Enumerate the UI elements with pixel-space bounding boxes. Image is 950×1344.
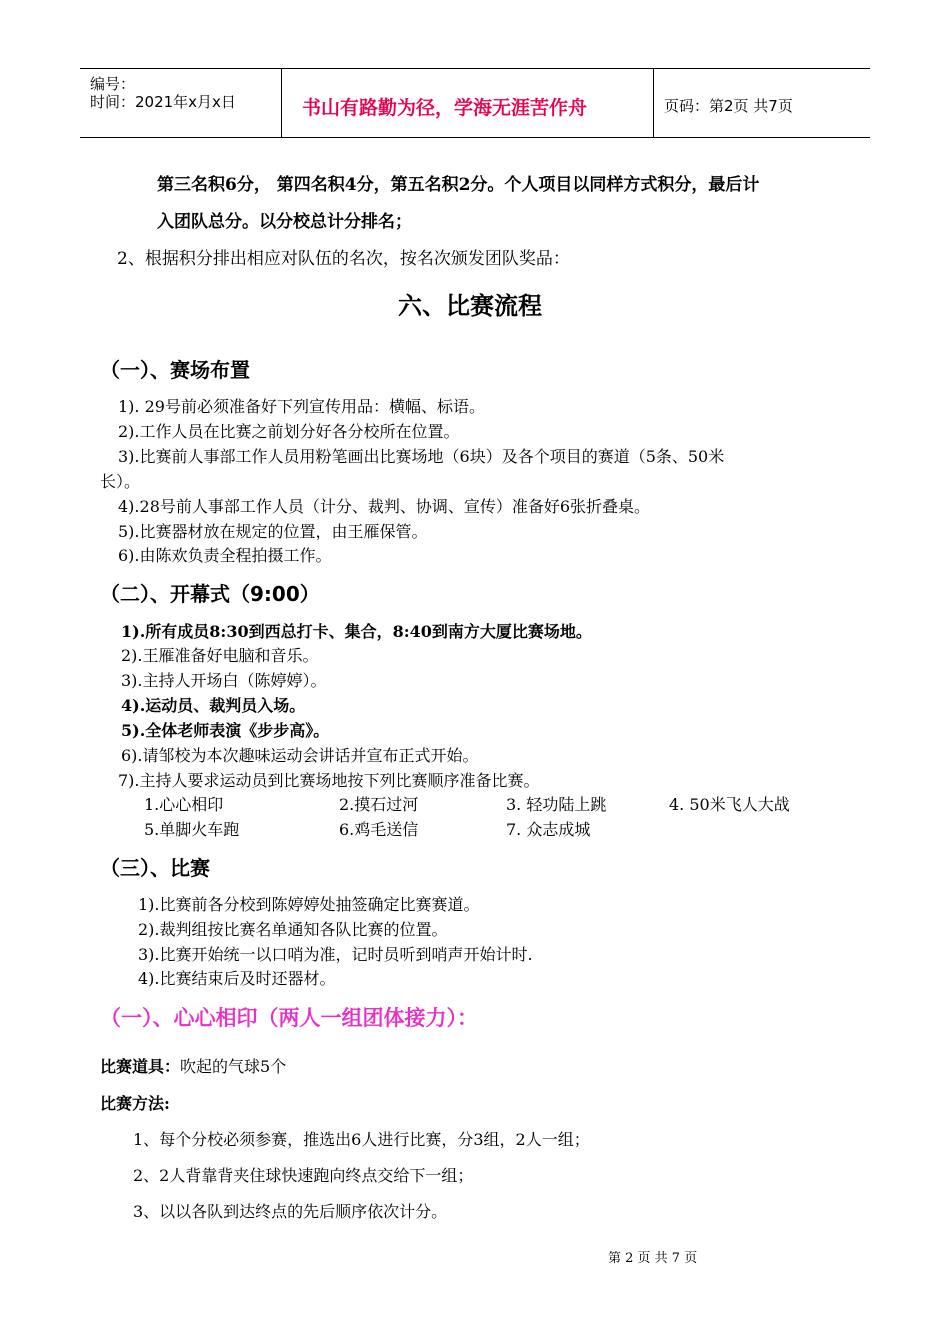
match-item: 2).裁判组按比赛名单通知各队比赛的位置。	[138, 920, 448, 939]
venue-item: 1). 29号前必须准备好下列宣传用品：横幅、标语。	[118, 397, 485, 416]
venue-heading: （一）、赛场布置	[100, 358, 250, 382]
venue-item: 3).比赛前人事部工作人员用粉笔画出比赛场地（6块）及各个项目的赛道（5条、50米	[118, 447, 725, 466]
opening-item: 4).运动员、裁判员入场。	[121, 696, 306, 715]
method-label: 比赛方法:	[100, 1094, 170, 1113]
method-step: 2、2人背靠背夹住球快速跑向终点交给下一组；	[133, 1166, 474, 1185]
intro-line-1: 第三名积6分， 第四名积4分，第五名积2分。个人项目以同样方式积分，最后计	[157, 175, 760, 195]
header-number-label: 编号：	[90, 75, 136, 93]
opening-item: 5).全体老师表演《步步高》。	[121, 721, 330, 740]
section-title: 六、比赛流程	[398, 292, 542, 320]
opening-item: 1).所有成员8:30到西总打卡、集合，8:40到南方大厦比赛场地。	[121, 622, 592, 641]
header-divider	[281, 69, 282, 137]
opening-item: 6).请邹校为本次趣味运动会讲话并宣布正式开始。	[121, 746, 479, 765]
venue-item: 6).由陈欢负责全程拍摄工作。	[118, 546, 332, 565]
match-heading: （三）、比赛	[100, 856, 210, 880]
match-item: 1).比赛前各分校到陈婷婷处抽签确定比赛赛道。	[138, 895, 480, 914]
header-divider	[653, 69, 654, 137]
event-list-item: 1.心心相印	[144, 795, 224, 814]
event-list-item: 7. 众志成城	[506, 820, 591, 839]
venue-item: 2).工作人员在比赛之前划分好各分校所在位置。	[118, 422, 460, 441]
header-page-code: 页码：第2页 共7页	[664, 97, 793, 115]
venue-item: 长）。	[100, 472, 141, 491]
header-time-label: 时间：2021年x月x日	[90, 93, 236, 111]
props-label: 比赛道具：	[100, 1057, 181, 1076]
intro-line-3: 2、根据积分排出相应对队伍的名次，按名次颁发团队奖品：	[117, 249, 570, 269]
opening-item: 3).主持人开场白（陈婷婷）。	[121, 671, 327, 690]
venue-item: 5).比赛器材放在规定的位置，由王雁保管。	[118, 522, 428, 541]
event-list-item: 2.摸石过河	[339, 795, 419, 814]
props-value: 吹起的气球5个	[180, 1057, 287, 1076]
event-list-item: 6.鸡毛送信	[339, 820, 419, 839]
method-step: 3、以以各队到达终点的先后顺序依次计分。	[133, 1202, 448, 1221]
event-list-item: 4. 50米飞人大战	[669, 795, 790, 814]
intro-line-2: 入团队总分。以分校总计分排名；	[157, 212, 412, 232]
event1-props	[100, 1054, 286, 1077]
method-step: 1、每个分校必须参赛，推选出6人进行比赛，分3组，2人一组；	[133, 1130, 590, 1149]
match-item: 3).比赛开始统一以口哨为准，记时员听到哨声开始计时.	[138, 945, 533, 964]
match-item: 4).比赛结束后及时还器材。	[138, 969, 336, 988]
opening-heading: （二）、开幕式（9:00）	[100, 582, 320, 606]
page-footer: 第 2 页 共 7 页	[608, 1251, 698, 1266]
event-list-item: 5.单脚火车跑	[144, 820, 240, 839]
opening-item: 7).主持人要求运动员到比赛场地按下列比赛顺序准备比赛。	[118, 771, 540, 790]
opening-item: 2).王雁准备好电脑和音乐。	[121, 646, 319, 665]
page-header	[80, 68, 870, 138]
event1-heading: （一）、心心相印（两人一组团体接力）：	[100, 1006, 478, 1030]
header-motto: 书山有路勤为径，学海无涯苦作舟	[302, 97, 588, 119]
venue-item: 4).28号前人事部工作人员（计分、裁判、协调、宣传）准备好6张折叠桌。	[118, 497, 651, 516]
event-list-item: 3. 轻功陆上跳	[506, 795, 607, 814]
